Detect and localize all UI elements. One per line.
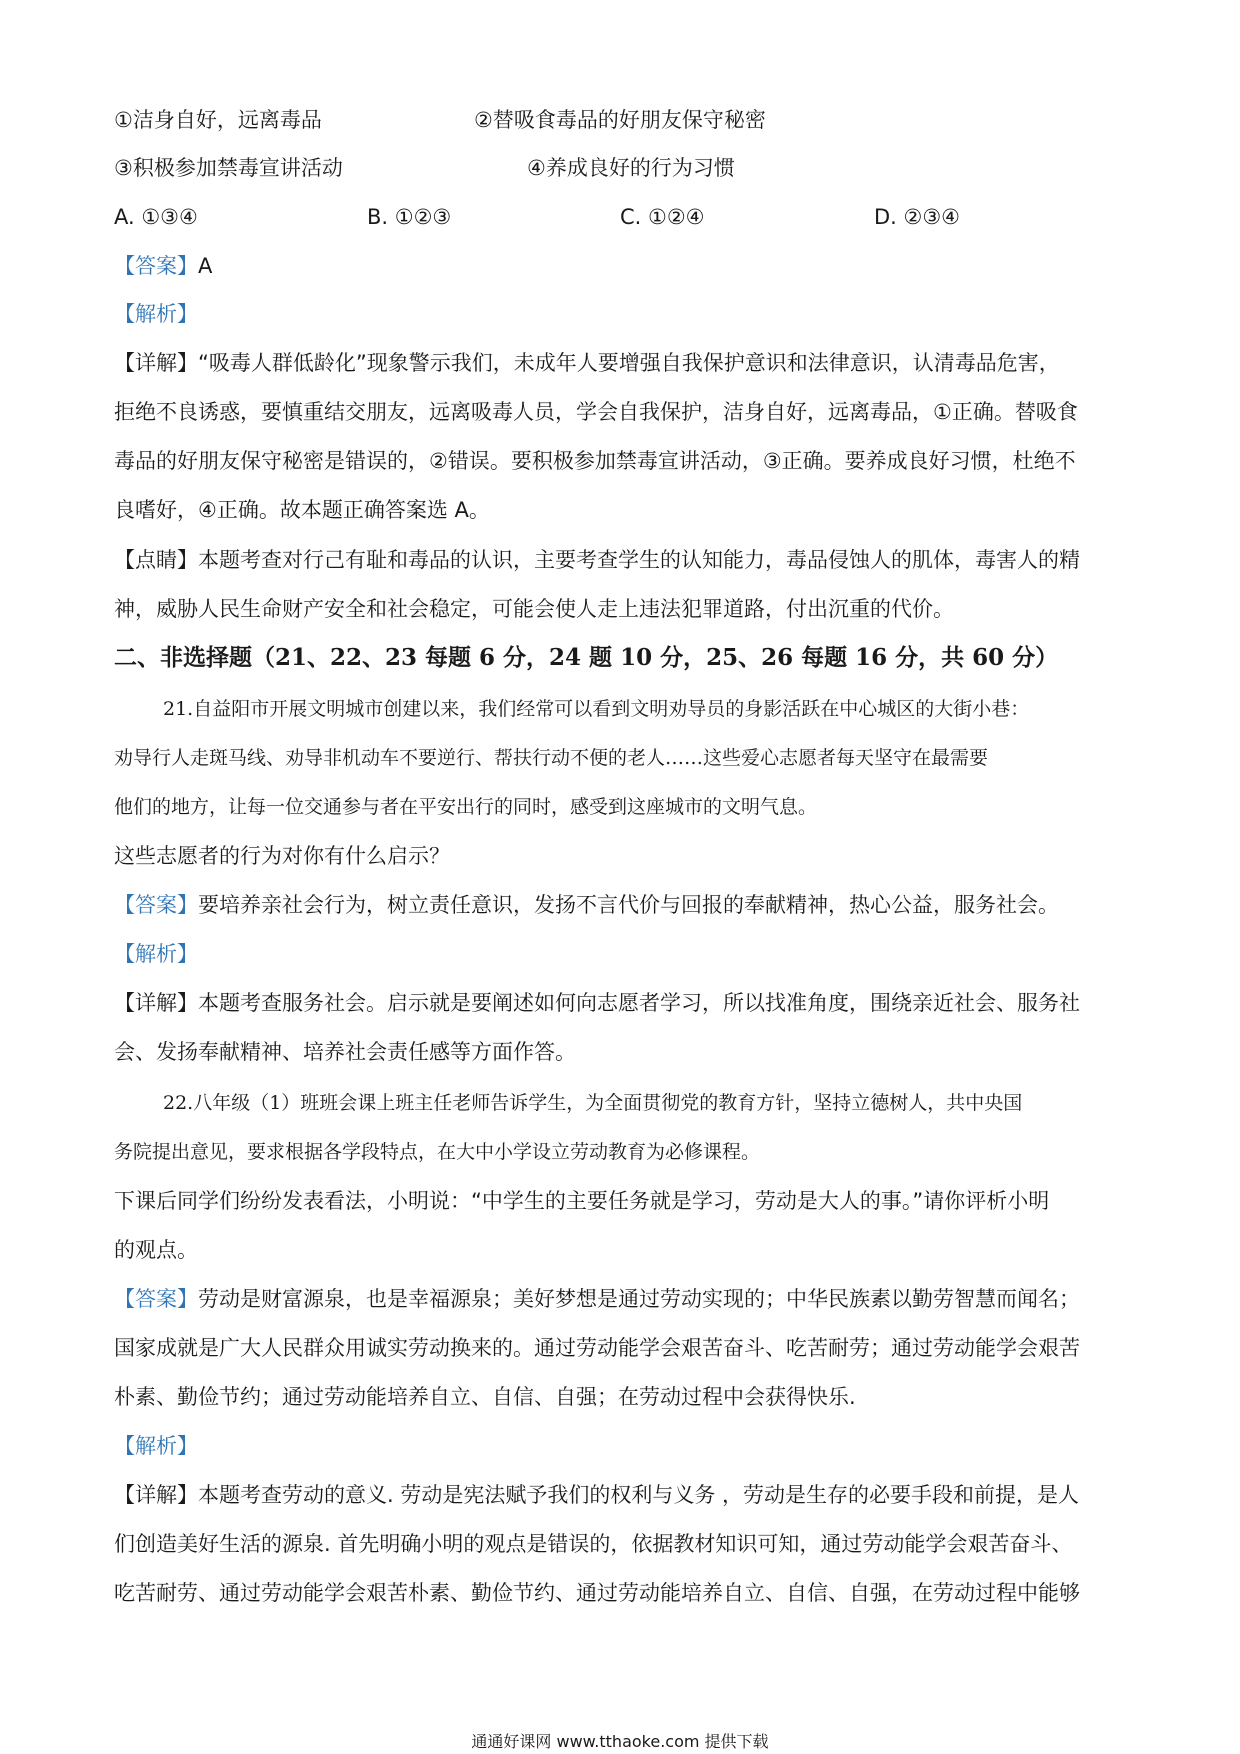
q20-detail-line — [114, 349, 1060, 377]
q22-answer-line — [114, 1285, 1080, 1313]
q20-analysis — [114, 300, 198, 328]
q22-detail-line: 吃苦耐劳、通过劳动能学会艰苦朴素、勤俭节约、通过劳动能培养自立、自信、自强，在劳动过程中能够 — [114, 1581, 1080, 1605]
choice-a: A. ①③④ — [114, 205, 198, 229]
point-label: 【点睛】 — [114, 548, 198, 572]
q21-analysis — [114, 940, 198, 968]
choice-d: D. ②③④ — [874, 205, 960, 229]
q21-stem-line: 劝导行人走斑马线、劝导非机动车不要逆行、帮扶行动不便的老人……这些爱心志愿者每天坚守在最需要 — [114, 747, 989, 769]
q22-answer-line: 国家成就是广大人民群众用诚实劳动换来的。通过劳动能学会艰苦奋斗、吃苦耐劳；通过劳动能学会艰苦 — [114, 1336, 1080, 1360]
detail-text: 本题考查服务社会。启示就是要阐述如何向志愿者学习，所以找准角度，围绕亲近社会、服务社 — [198, 991, 1080, 1015]
q22-question-line: 下课后同学们纷纷发表看法，小明说：“中学生的主要任务就是学习，劳动是大人的事。”请你评析小明 — [114, 1189, 1050, 1213]
detail-text: “吸毒人群低龄化”现象警示我们，未成年人要增强自我保护意识和法律意识，认清毒品危害， — [198, 351, 1060, 375]
q22-detail-line: 们创造美好生活的源泉. 首先明确小明的观点是错误的，依据教材知识可知，通过劳动能学会艰苦奋斗、 — [114, 1532, 1073, 1556]
q21-detail-line: 会、发扬奉献精神、培养社会责任感等方面作答。 — [114, 1040, 576, 1064]
analysis-label: 【解析】 — [114, 302, 198, 326]
answer-text: 要培养亲社会行为，树立责任意识，发扬不言代价与回报的奉献精神，热心公益，服务社会。 — [198, 893, 1059, 917]
q22-stem-line: 务院提出意见，要求根据各学段特点，在大中小学设立劳动教育为必修课程。 — [114, 1141, 761, 1163]
answer-text: A — [198, 254, 213, 278]
detail-label: 【详解】 — [114, 1483, 198, 1507]
analysis-label: 【解析】 — [114, 942, 198, 966]
q20-point-line — [114, 546, 1080, 574]
q20-detail-line: 良嗜好，④正确。故本题正确答案选 A。 — [114, 498, 490, 522]
q21-stem-line: 21.自益阳市开展文明城市创建以来，我们经常可以看到文明劝导员的身影活跃在中心城区的大街小巷： — [163, 698, 1030, 720]
q22-question-line: 的观点。 — [114, 1238, 198, 1262]
detail-label: 【详解】 — [114, 991, 198, 1015]
point-text: 本题考查对行己有耻和毒品的认识，主要考查学生的认知能力，毒品侵蚀人的肌体，毒害人的精 — [198, 548, 1080, 572]
answer-label: 【答案】 — [114, 254, 198, 278]
analysis-label: 【解析】 — [114, 1434, 198, 1458]
q20-answer — [114, 252, 212, 280]
detail-text: 本题考查劳动的意义. 劳动是宪法赋予我们的权利与义务 ，劳动是生存的必要手段和前提，是人 — [198, 1483, 1080, 1507]
option-statement-1: ①洁身自好，远离毒品 — [114, 108, 322, 132]
answer-label: 【答案】 — [114, 1287, 198, 1311]
q20-detail-line: 拒绝不良诱惑，要慎重结交朋友，远离吸毒人员，学会自我保护，洁身自好，远离毒品，①正确。替吸食 — [114, 400, 1078, 424]
q22-answer-line: 朴素、勤俭节约；通过劳动能培养自立、自信、自强；在劳动过程中会获得快乐. — [114, 1385, 856, 1409]
answer-text: 劳动是财富源泉，也是幸福源泉；美好梦想是通过劳动实现的；中华民族素以勤劳智慧而闻名； — [198, 1287, 1080, 1311]
option-statement-3: ③积极参加禁毒宣讲活动 — [114, 156, 343, 180]
q20-point-line: 神，威胁人民生命财产安全和社会稳定，可能会使人走上违法犯罪道路，付出沉重的代价。 — [114, 597, 954, 621]
q21-detail-line — [114, 989, 1080, 1017]
answer-label: 【答案】 — [114, 893, 198, 917]
q22-detail-line — [114, 1481, 1079, 1509]
footer-text: 通通好课网 www.tthaoke.com 提供下载 — [471, 1732, 769, 1751]
q21-answer — [114, 891, 1059, 919]
q20-detail-line: 毒品的好朋友保守秘密是错误的，②错误。要积极参加禁毒宣讲活动，③正确。要养成良好习惯，杜绝不 — [114, 449, 1076, 473]
section-heading: 二、非选择题（21、22、23 每题 6 分，24 题 10 分，25、26 每题 16 分，共 60 分） — [114, 644, 1059, 671]
q22-analysis — [114, 1432, 198, 1460]
q21-question: 这些志愿者的行为对你有什么启示？ — [114, 844, 450, 868]
option-statement-2: ②替吸食毒品的好朋友保守秘密 — [474, 108, 766, 132]
q21-stem-line: 他们的地方，让每一位交通参与者在平安出行的同时，感受到这座城市的文明气息。 — [114, 796, 818, 818]
detail-label: 【详解】 — [114, 351, 198, 375]
choice-c: C. ①②④ — [620, 205, 705, 229]
choice-b: B. ①②③ — [367, 205, 452, 229]
option-statement-4: ④养成良好的行为习惯 — [527, 156, 735, 180]
q22-stem-line: 22.八年级（1）班班会课上班主任老师告诉学生，为全面贯彻党的教育方针，坚持立德树人，共中央国 — [163, 1092, 1023, 1114]
